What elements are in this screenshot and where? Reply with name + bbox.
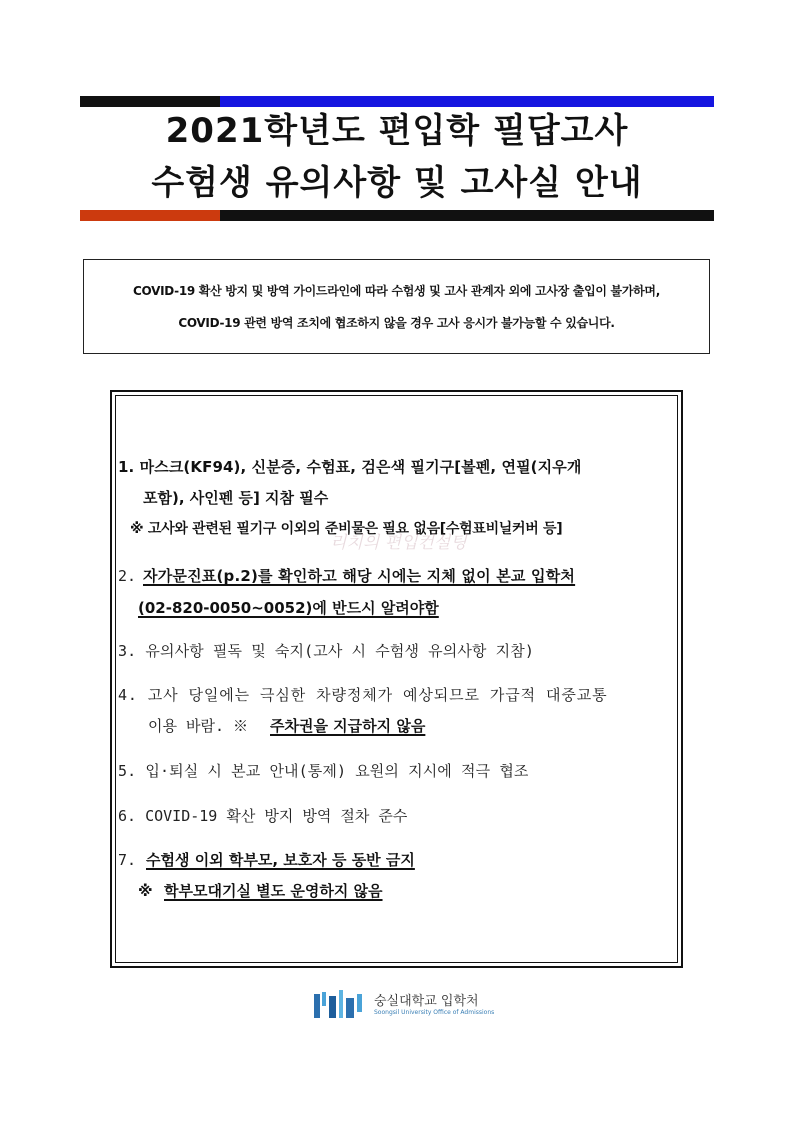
item-2-line-1: 자가문진표(p.2)를 확인하고 해당 시에는 지체 없이 본교 입학처	[143, 567, 576, 585]
item-7-note-mark: ※	[138, 882, 153, 900]
item-7-note: 학부모대기실 별도 운영하지 않음	[164, 882, 383, 900]
notice-line-2: COVID-19 관련 방역 조치에 협조하지 않을 경우 고사 응시가 불가능할 수 있습니다.	[178, 315, 615, 330]
precautions-box-inner	[115, 395, 678, 963]
ssu-logo-icon	[312, 988, 370, 1022]
item-3: 3. 유의사항 필독 및 숙지(고사 시 수험생 유의사항 지참)	[118, 642, 534, 660]
item-1-note: ※ 고사와 관련된 필기구 이외의 준비물은 필요 없음[수험표비닐커버 등]	[130, 521, 563, 537]
item-2-number: 2.	[118, 567, 137, 585]
watermark-text: 리치의 편입컨설팅	[330, 533, 467, 553]
page-title-line-2: 수험생 유의사항 및 고사실 안내	[151, 163, 643, 203]
university-logo	[312, 988, 495, 1024]
item-6: 6. COVID-19 확산 방지 방역 절차 준수	[118, 807, 408, 825]
logo-subtitle: Soongsil University Office of Admissions	[374, 1009, 495, 1016]
item-1-line-2: 포함), 사인펜 등] 지참 필수	[143, 489, 329, 507]
bottom-bar-red	[80, 210, 220, 221]
item-1-line-1: 1. 마스크(KF94), 신분증, 수험표, 검은색 필기구[볼펜, 연필(지우개	[118, 458, 582, 476]
logo-name: 숭실대학교 입학처	[374, 994, 479, 1009]
item-4-line-2a: 이용 바람. ※	[148, 717, 249, 735]
notice-line-1: COVID-19 확산 방지 및 방역 가이드라인에 따라 수험생 및 고사 관계자 외에 고사장 출입이 불가하며,	[133, 283, 660, 298]
top-bar-blue	[220, 96, 714, 107]
bottom-bar-black	[220, 210, 714, 221]
item-7-number: 7.	[118, 851, 137, 869]
item-4-line-1: 4. 고사 당일에는 극심한 차량정체가 예상되므로 가급적 대중교통	[118, 686, 608, 704]
item-5: 5. 입·퇴실 시 본교 안내(통제) 요원의 지시에 적극 협조	[118, 762, 529, 780]
covid-notice-box	[83, 259, 710, 354]
item-7-line-1: 수험생 이외 학부모, 보호자 등 동반 금지	[146, 851, 415, 869]
item-2-line-2: (02-820-0050~0052)에 반드시 알려야함	[138, 599, 439, 617]
page-title-line-1: 2021학년도 편입학 필답고사	[165, 111, 629, 151]
top-bar-black	[80, 96, 220, 107]
item-4-parking-notice: 주차권을 지급하지 않음	[270, 717, 426, 735]
